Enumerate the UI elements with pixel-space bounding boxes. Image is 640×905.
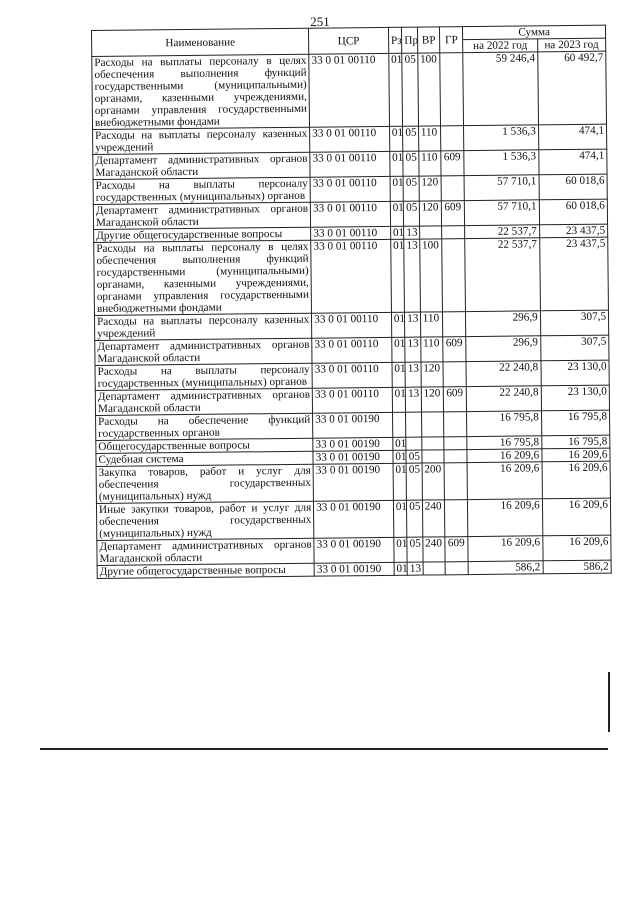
cell-pr: 05	[407, 537, 423, 562]
cell-vr	[419, 226, 442, 239]
cell-rz	[392, 412, 406, 437]
header-gr: ГР	[440, 27, 463, 53]
cell-sum-2023: 60 018,6	[539, 174, 608, 200]
cell-sum-2022: 1 536,3	[464, 125, 539, 151]
cell-sum-2023: 474,1	[538, 124, 607, 150]
cell-name: Расходы на выплаты персоналу в целях обеспечения выполнения функций государственными (муниципальными) органами, казенными учреждениями, органами управления государственными внебюджетными фондами	[94, 240, 312, 315]
table-row	[96, 461, 610, 503]
cell-gr	[440, 53, 464, 126]
cell-name: Расходы на выплаты персоналу казенных учреждений	[93, 127, 310, 154]
cell-gr	[444, 437, 467, 450]
cell-gr	[442, 176, 465, 201]
cell-name: Департамент административных органов Магаданской области	[93, 202, 310, 229]
cell-pr: 13	[407, 562, 423, 575]
cell-pr	[406, 412, 422, 437]
cell-csr: 33 0 01 00190	[313, 412, 393, 438]
cell-csr: 33 0 01 00110	[310, 201, 390, 227]
cell-gr	[445, 463, 468, 500]
budget-table	[91, 25, 612, 579]
cell-rz: 01	[389, 126, 403, 151]
bottom-rule	[40, 748, 608, 750]
cell-sum-2022: 22 537,7	[465, 238, 540, 312]
cell-vr: 120	[421, 387, 444, 412]
cell-rz: 01	[394, 537, 408, 562]
cell-sum-2023: 16 209,6	[542, 461, 611, 499]
cell-sum-2022: 57 710,1	[465, 200, 540, 226]
cell-name: Департамент административных органов Магаданской области	[93, 152, 310, 179]
cell-gr: 609	[443, 337, 466, 362]
cell-vr	[423, 562, 446, 575]
cell-sum-2023: 23 437,5	[539, 224, 607, 238]
cell-pr: 05	[403, 176, 419, 201]
cell-name: Расходы на выплаты персоналу государственных (муниципальных) органов	[93, 177, 310, 204]
cell-name: Департамент административных органов Магаданской области	[95, 388, 312, 415]
cell-sum-2023: 23 437,5	[539, 237, 608, 311]
cell-name: Расходы на выплаты персоналу государственных (муниципальных) органов	[95, 363, 312, 390]
cell-pr: 13	[404, 226, 420, 239]
cell-sum-2022: 57 710,1	[464, 175, 539, 201]
cell-vr: 240	[422, 500, 445, 537]
cell-pr: 13	[404, 239, 420, 312]
cell-csr: 33 0 01 00190	[313, 463, 393, 501]
cell-gr: 609	[441, 151, 464, 176]
cell-name: Расходы на выплаты персоналу казенных учреждений	[94, 313, 311, 340]
cell-sum-2023: 16 209,6	[543, 535, 612, 561]
table-row	[96, 498, 610, 540]
cell-gr	[443, 312, 466, 337]
cell-rz: 01	[391, 312, 405, 337]
cell-csr: 33 0 01 00110	[310, 126, 390, 152]
cell-gr	[444, 450, 467, 463]
cell-sum-2022: 16 795,8	[467, 411, 542, 437]
cell-rz: 01	[390, 176, 404, 201]
cell-sum-2022: 296,9	[466, 311, 541, 337]
cell-vr: 200	[422, 463, 445, 500]
cell-name: Другие общегосударственные вопросы	[94, 227, 311, 242]
margin-line	[608, 672, 610, 732]
cell-pr: 13	[405, 362, 421, 387]
header-name: Наименование	[92, 28, 309, 56]
cell-name: Расходы на обеспечение функций государственных органов	[96, 413, 313, 440]
cell-pr	[406, 437, 422, 450]
cell-pr: 05	[402, 53, 418, 126]
cell-name: Иные закупки товаров, работ и услуг для обеспечения государственных (муниципальных) нужд	[96, 501, 314, 540]
cell-gr	[442, 226, 465, 239]
cell-csr: 33 0 01 00110	[312, 337, 392, 363]
page-number: 251	[310, 13, 330, 30]
cell-name: Департамент административных органов Магаданской области	[95, 338, 312, 365]
cell-vr: 110	[418, 126, 441, 151]
cell-rz: 01	[393, 437, 407, 450]
cell-rz: 01	[394, 562, 408, 575]
cell-sum-2022: 22 240,8	[466, 361, 541, 387]
cell-csr: 33 0 01 00110	[312, 312, 392, 338]
cell-name: Расходы на выплаты персоналу в целях обеспечения выполнения функций государственными (муниципальными) органами, казенными учреждениями, органами управления государственными внебюджетными фондами	[92, 54, 310, 129]
cell-rz: 01	[393, 463, 407, 500]
cell-csr: 33 0 01 00190	[314, 537, 394, 563]
cell-csr: 33 0 01 00190	[313, 437, 393, 451]
cell-pr: 05	[406, 463, 422, 500]
cell-vr: 110	[419, 151, 442, 176]
header-csr: ЦСР	[309, 27, 389, 54]
cell-sum-2023: 16 209,6	[542, 498, 611, 536]
cell-gr	[445, 500, 468, 537]
cell-sum-2023: 23 130,0	[541, 385, 610, 411]
cell-rz: 01	[390, 226, 404, 239]
cell-pr: 13	[405, 312, 421, 337]
cell-name: Судебная система	[96, 451, 313, 466]
cell-vr: 100	[419, 239, 443, 312]
cell-rz: 01	[392, 362, 406, 387]
cell-rz: 01	[393, 500, 407, 537]
cell-sum-2023: 307,5	[540, 310, 609, 336]
cell-name: Другие общегосударственные вопросы	[97, 563, 314, 578]
header-pr: Пр	[402, 27, 418, 53]
cell-csr: 33 0 01 00110	[310, 151, 390, 177]
cell-name: Общегосударственные вопросы	[96, 438, 313, 453]
cell-sum-2023: 474,1	[538, 149, 607, 175]
cell-pr: 13	[405, 387, 421, 412]
cell-csr: 33 0 01 00110	[311, 239, 391, 313]
cell-pr: 05	[403, 126, 419, 151]
table-row	[92, 51, 607, 129]
header-sum: Сумма	[463, 25, 606, 39]
cell-csr: 33 0 01 00110	[310, 176, 390, 202]
cell-sum-2022: 16 209,6	[467, 462, 542, 500]
cell-sum-2022: 22 240,8	[466, 386, 541, 412]
cell-sum-2023: 60 492,7	[537, 51, 606, 125]
cell-sum-2023: 586,2	[543, 560, 611, 574]
cell-vr	[422, 437, 445, 450]
cell-pr: 05	[407, 500, 423, 537]
cell-rz: 01	[389, 53, 403, 126]
cell-name: Закупка товаров, работ и услуг для обеспечения государственных (муниципальных) нужд	[96, 464, 314, 503]
cell-sum-2023: 16 209,6	[542, 448, 610, 462]
header-year-2023: на 2023 год	[537, 38, 605, 52]
cell-rz: 01	[390, 201, 404, 226]
cell-name: Департамент административных органов Магаданской области	[97, 538, 314, 565]
cell-gr	[443, 362, 466, 387]
cell-pr: 13	[405, 337, 421, 362]
cell-vr: 240	[423, 537, 446, 562]
table-body	[92, 51, 611, 578]
budget-table-sheet	[91, 25, 612, 579]
cell-gr	[446, 562, 469, 575]
cell-sum-2022: 16 209,6	[468, 499, 543, 537]
cell-csr: 33 0 01 00190	[314, 562, 394, 576]
cell-csr: 33 0 01 00110	[311, 226, 391, 240]
cell-sum-2023: 60 018,6	[539, 199, 608, 225]
cell-gr: 609	[442, 201, 465, 226]
cell-pr: 05	[406, 450, 422, 463]
cell-rz: 01	[392, 387, 406, 412]
cell-gr	[444, 412, 467, 437]
cell-vr: 120	[419, 201, 442, 226]
cell-rz: 01	[390, 151, 404, 176]
cell-vr: 100	[417, 53, 441, 126]
cell-vr: 110	[420, 337, 443, 362]
cell-sum-2022: 59 246,4	[463, 52, 538, 126]
cell-sum-2022: 1 536,3	[464, 150, 539, 176]
cell-csr: 33 0 01 00190	[313, 450, 393, 464]
cell-rz: 01	[393, 450, 407, 463]
cell-gr: 609	[444, 387, 467, 412]
cell-pr: 05	[403, 151, 419, 176]
cell-gr	[442, 239, 466, 312]
cell-sum-2023: 16 795,8	[541, 410, 610, 436]
cell-sum-2022: 22 537,7	[465, 225, 540, 239]
cell-gr	[441, 126, 464, 151]
table-row	[94, 237, 609, 315]
cell-rz: 01	[391, 239, 405, 312]
cell-sum-2022: 16 209,6	[468, 536, 543, 562]
cell-csr: 33 0 01 00110	[309, 53, 389, 127]
cell-vr: 110	[420, 312, 443, 337]
cell-sum-2023: 307,5	[540, 335, 609, 361]
cell-pr: 05	[404, 201, 420, 226]
cell-vr	[422, 450, 445, 463]
header-year-2022: на 2022 год	[463, 39, 538, 53]
cell-sum-2022: 16 795,8	[467, 436, 542, 450]
cell-gr: 609	[445, 537, 468, 562]
cell-vr: 120	[421, 362, 444, 387]
cell-csr: 33 0 01 00110	[312, 387, 392, 413]
cell-sum-2023: 23 130,0	[541, 360, 610, 386]
cell-sum-2022: 16 209,6	[467, 449, 542, 463]
cell-sum-2022: 296,9	[466, 336, 541, 362]
cell-csr: 33 0 01 00110	[312, 362, 392, 388]
header-vr: ВР	[417, 27, 440, 53]
header-rz: Рз	[388, 27, 402, 53]
cell-vr: 120	[419, 176, 442, 201]
cell-sum-2022: 586,2	[468, 561, 543, 575]
cell-sum-2023: 16 795,8	[541, 435, 609, 449]
cell-rz: 01	[392, 337, 406, 362]
cell-vr	[421, 412, 444, 437]
cell-csr: 33 0 01 00190	[314, 500, 394, 538]
